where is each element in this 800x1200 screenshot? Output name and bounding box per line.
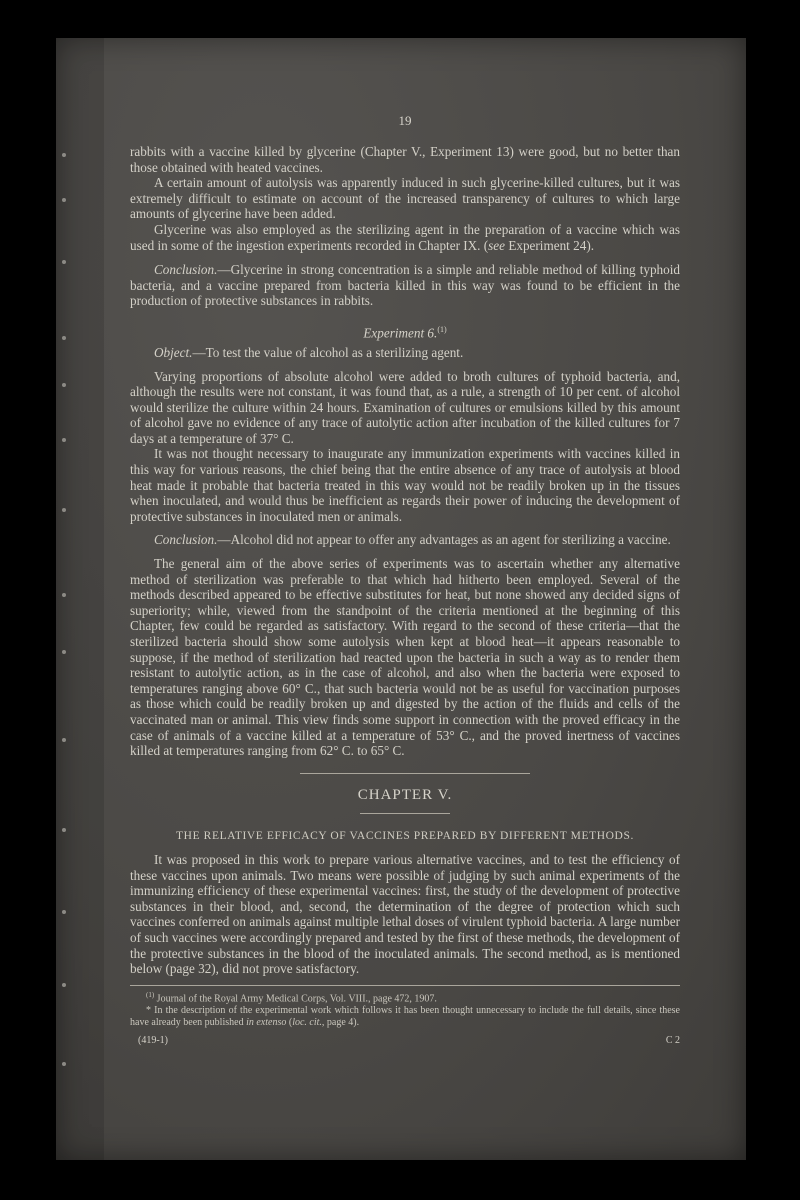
paragraph-text: Glycerine was also employed as the sterilizing agent in the preparation of a vaccine which was used in some of the ingestion experiments recorded in Chapter IX. ( <box>130 221 680 253</box>
paragraph-glycerine <box>130 222 680 253</box>
object-text: —To test the value of alcohol as a sterilizing agent. <box>192 344 464 360</box>
binding-hole <box>62 508 66 512</box>
conclusion-label: Conclusion. <box>154 532 218 548</box>
paragraph-autolysis: A certain amount of autolysis was apparently induced in such glycerine-killed cultures, but it was extremely difficult to estimate on account of the increased transparency of cultures to which large amounts of glycerine have been added. <box>130 175 680 222</box>
binding-hole <box>62 738 66 742</box>
conclusion-label: Conclusion. <box>154 262 218 278</box>
paragraph-chapter-intro: It was proposed in this work to prepare various alternative vaccines, and to test the efficiency of these vaccines upon animals. Two means were possible of judging by such animal experiments of the immunizing efficiency of these experimental vaccines: first, the study of the development of protective substances in their blood, and, second, the determination of the degree of protection which such vaccines conferred on animals against multiple lethal doses of virulent typhoid bacteria. A large number of such vaccines were accordingly prepared and tested by the first of these methods, the development of the protective substances in the blood of the inoculated animals. The second method, as is mentioned below (page 32), did not prove satisfactory. <box>130 851 680 977</box>
footnote-text: ( <box>286 1017 293 1029</box>
chapter-title: THE RELATIVE EFFICACY OF VACCINES PREPARED BY DIFFERENT METHODS. <box>176 830 634 843</box>
binding-hole <box>62 1062 66 1066</box>
binding-hole <box>62 910 66 914</box>
footnote-text: , page 4). <box>321 1017 360 1029</box>
binding-hole <box>62 438 66 442</box>
experiment-title: Experiment 6. <box>363 325 438 341</box>
conclusion-text: —Glycerine in strong concentration is a simple and reliable method of killing typhoid bacteria, and a vaccine prepared from bacteria killed in this way was found to be efficient in the production of protective substances in rabbits. <box>130 262 680 309</box>
see-reference: see <box>488 237 506 253</box>
footnote-1 <box>130 989 680 1005</box>
paragraph-general-aim: The general aim of the above series of experiments was to ascertain whether any alternative method of sterilization was preferable to that which had hitherto been employed. Several of the methods described appeared to be effective substitutes for heat, but none showed any decided signs of superiority; while, viewed from the standpoint of the criteria mentioned at the beginning of this Chapter, few could be regarded as satisfactory. With regard to the second of these criteria—that the sterilized bacteria should show some autolysis when kept at blood heat—it appears reasonable to suppose, if the method of sterilization had reacted upon the bacteria in such a way as to render them resistant to autolytic action, as in the case of alcohol, and also when the bacteria were exposed to temperatures ranging above 60° C., that such bacteria would not be as useful for vaccination purposes as those which could be readily broken up and digested by the action of the fluids and cells of the vaccinated man or animal. This view finds some support in connection with the proved efficacy in the case of animals of a vaccine killed at a temperature of 53° C., and the proved inertness of vaccines killed at temperatures ranging from 62° C. to 65° C. <box>130 556 680 759</box>
object-label: Object. <box>154 344 193 360</box>
binding-hole <box>62 260 66 264</box>
chapter-divider <box>360 813 450 814</box>
footnote-2 <box>130 1005 680 1029</box>
footnote-italic: loc. cit. <box>292 1017 322 1029</box>
paragraph-continuation: rabbits with a vaccine killed by glycerine (Chapter V., Experiment 13) were good, but no better than those obtained with heated vaccines. <box>130 144 680 175</box>
conclusion-text: —Alcohol did not appear to offer any advantages as an agent for sterilizing a vaccine. <box>217 532 671 548</box>
signature-mark: C 2 <box>665 1035 680 1047</box>
chapter-heading: CHAPTER V. <box>357 786 453 803</box>
footnote-rule <box>130 985 680 986</box>
footnote-marker: (1) <box>437 324 447 334</box>
page-footer <box>130 1033 680 1053</box>
page-edge-shadow <box>56 38 104 1160</box>
binding-hole <box>62 983 66 987</box>
binding-hole <box>62 383 66 387</box>
footnote-italic: in extenso <box>246 1017 287 1029</box>
section-divider <box>300 773 530 774</box>
page-body <box>130 144 680 1053</box>
paragraph-alcohol-reasons: It was not thought necessary to inaugurate any immunization experiments with vaccines killed in this way for various reasons, the chief being that the entire absence of any trace of autolysis at blood heat made it probable that bacteria treated in this way would not be readily broken up in the tissues when inoculated, and would thus be inefficient as regards their power of inducing the development of protective substances in inoculated men or animals. <box>130 446 680 524</box>
conclusion-glycerine <box>130 262 680 309</box>
print-code: (419-1) <box>138 1035 168 1047</box>
footnote-text: * In the description of the experimental work which follows it has been thought unnecessary to include the full details, since these have already been published <box>130 1005 680 1029</box>
binding-hole <box>62 828 66 832</box>
binding-hole <box>62 153 66 157</box>
binding-hole <box>62 336 66 340</box>
footnote-text: Journal of the Royal Army Medical Corps, Vol. VIII., page 472, 1907. <box>154 993 437 1005</box>
conclusion-alcohol <box>130 532 680 548</box>
footnote-marker: (1) <box>146 990 155 999</box>
experiment-heading <box>130 322 680 341</box>
page-number: 19 <box>398 113 412 128</box>
paragraph-text: Experiment 24). <box>505 237 595 253</box>
object-line <box>130 345 680 361</box>
binding-hole <box>62 650 66 654</box>
paragraph-alcohol-method: Varying proportions of absolute alcohol were added to broth cultures of typhoid bacteria, and, although the results were not constant, it was found that, as a rule, a strength of 10 per cent. of alcohol would sterilize the culture within 24 hours. Examination of cultures or emulsions killed by this amount of alcohol gave no evidence of any trace of autolytic action after incubation of the killed cultures for 7 days at a temperature of 37° C. <box>130 368 680 446</box>
binding-hole <box>62 198 66 202</box>
binding-hole <box>62 593 66 597</box>
document-page <box>56 38 746 1160</box>
